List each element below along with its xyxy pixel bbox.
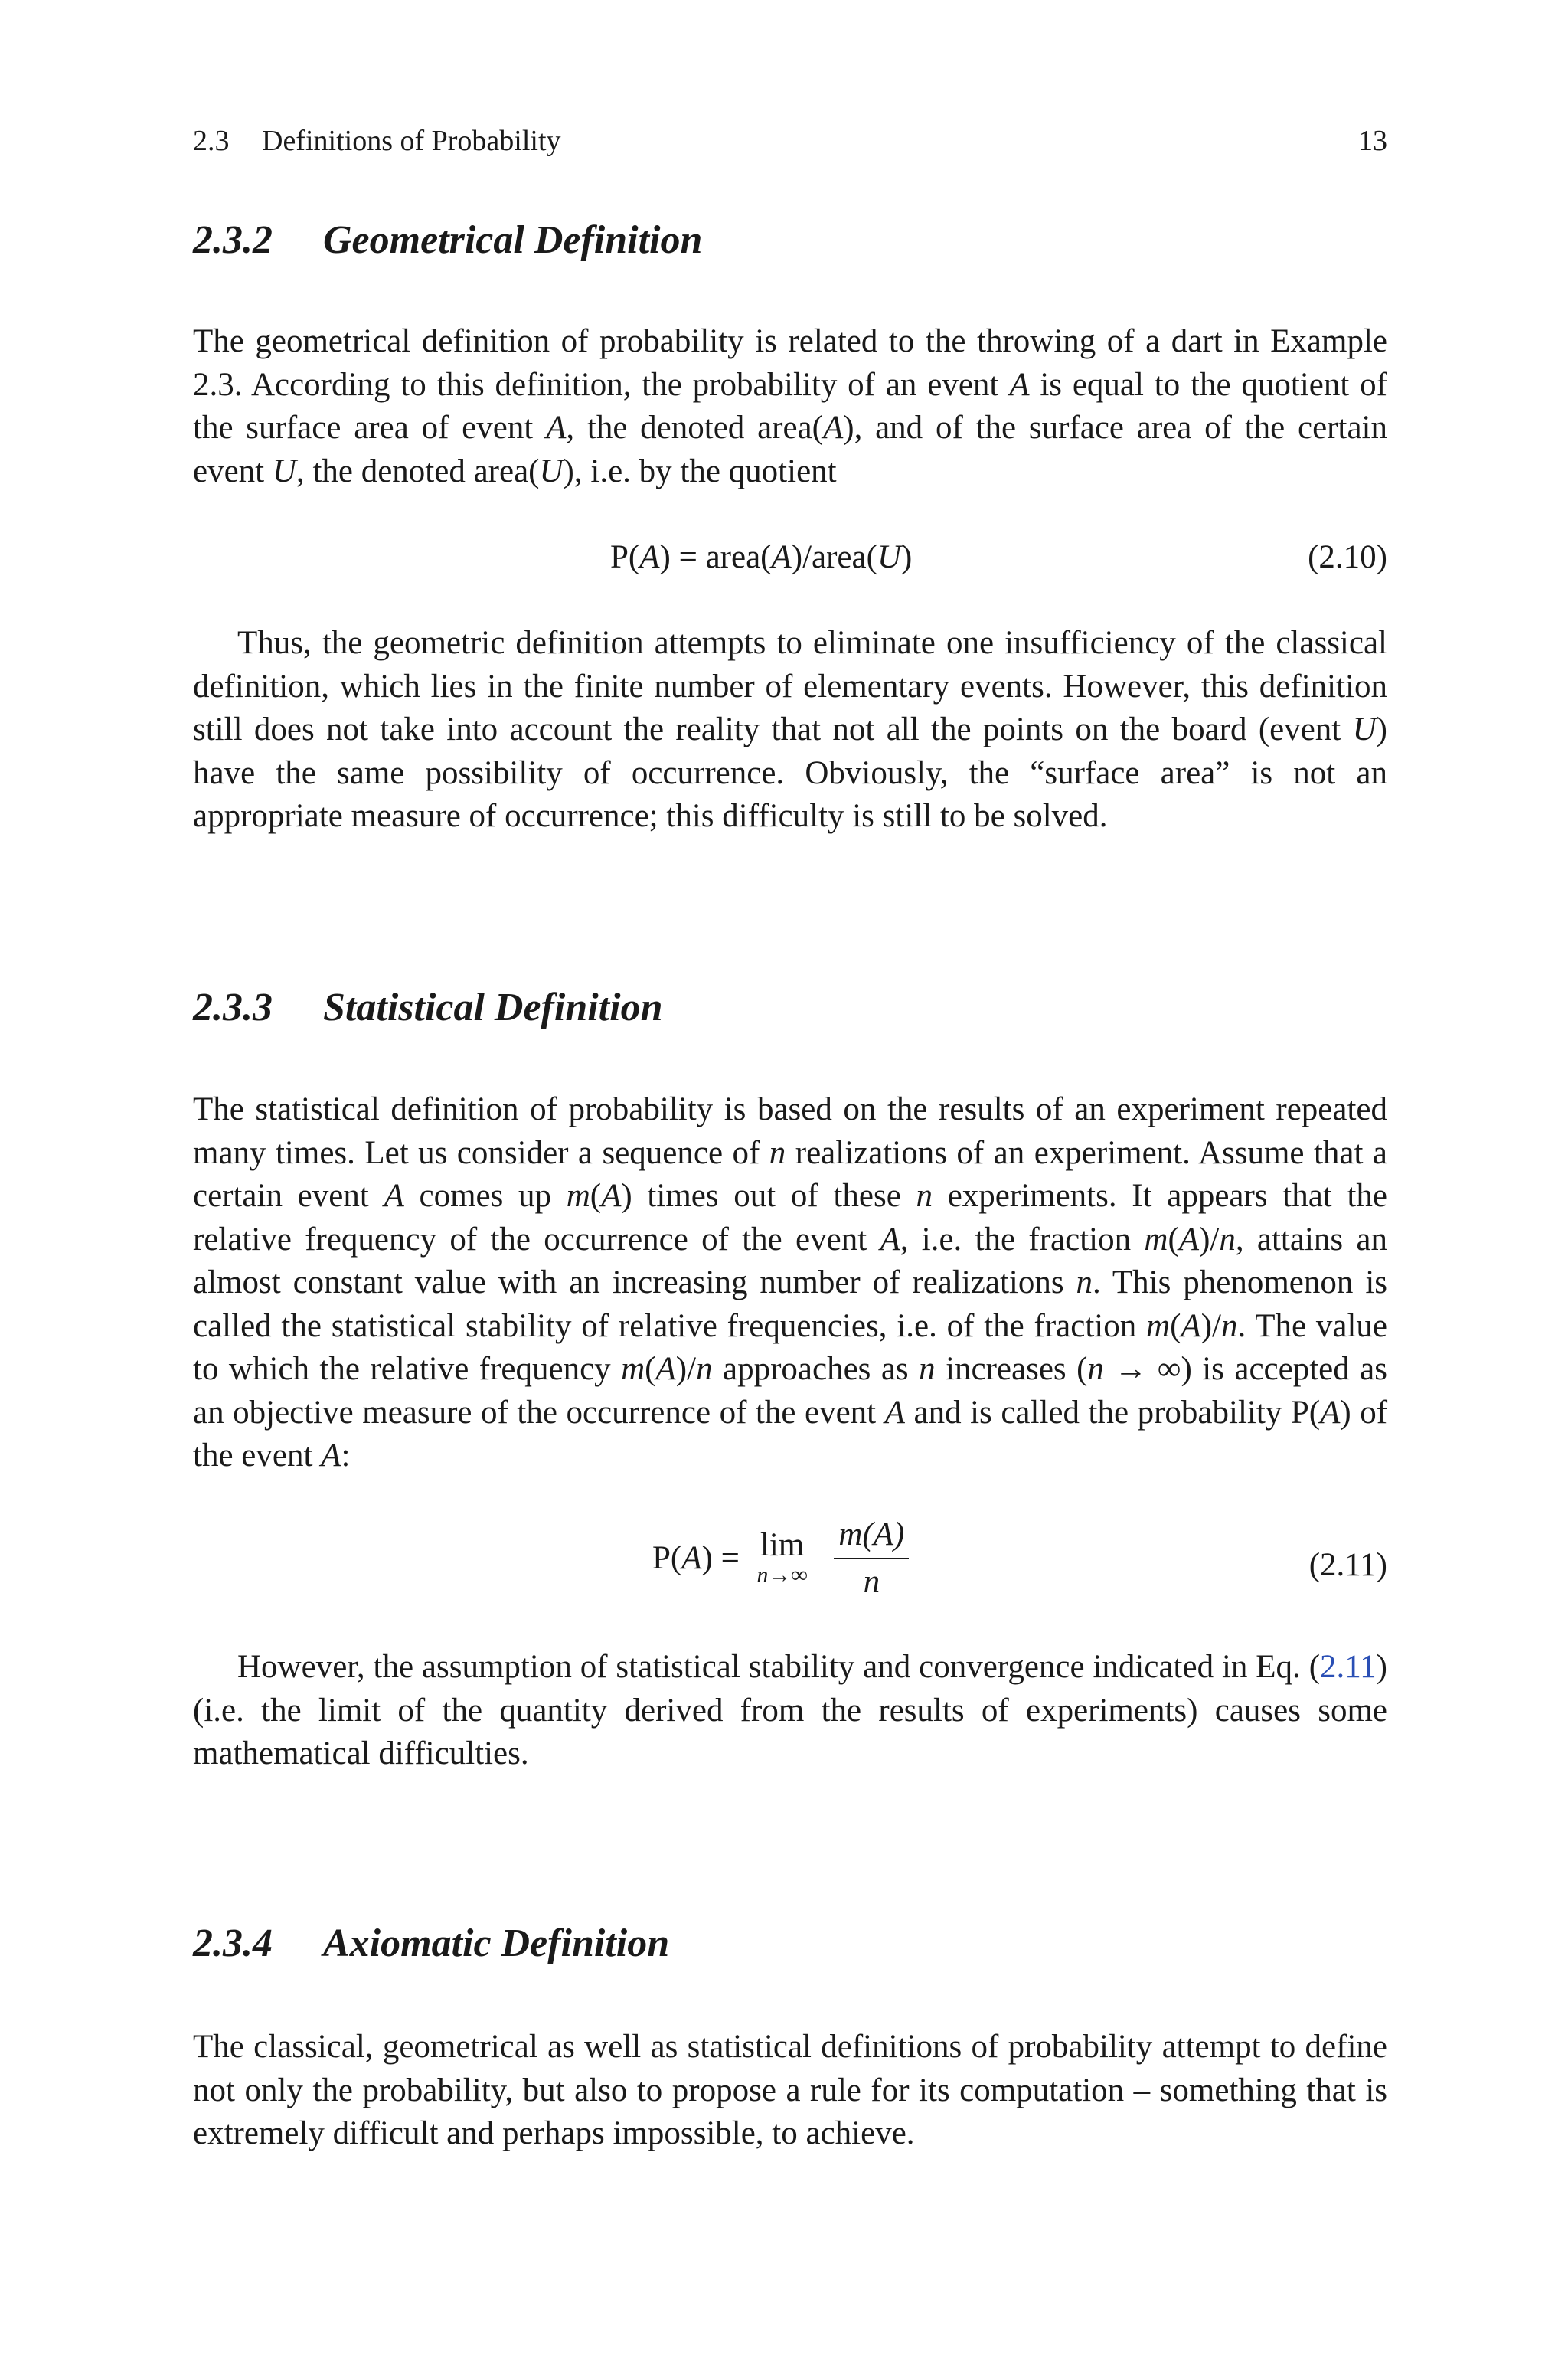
paragraph-geometrical-1: The geometrical definition of probability is related to the throwing of a dart in Example 2.3. According to this definition, the probability of an event A is equal to the quotient of the surface area of event A, the denoted area(A), and of the surface area of the certain event U, the denoted area(U), i.e. by the quotient (193, 323, 1387, 489)
equation-reference-link[interactable]: 2.11 (1320, 1649, 1377, 1685)
section-number: 2.3.3 (193, 986, 273, 1029)
page-number: 13 (1358, 125, 1387, 157)
section-heading-2-3-3 (193, 983, 663, 1032)
fraction-denominator: n (863, 1564, 880, 1600)
section-number: 2.3.4 (193, 1922, 273, 1965)
equation-number: (2.11) (1308, 1547, 1387, 1583)
paragraph-geometrical-2: Thus, the geometric definition attempts to eliminate one insufficiency of the classical definition, which lies in the finite number of elementary events. However, this definition still does not take into account the reality that not all the points on the board (event U) have the same possibility of occurrence. Obviously, the “surface area” is not an appropriate measure of occurrence; this difficulty is still to be solved. (193, 625, 1387, 834)
equation-2-11 (193, 1516, 1387, 1608)
running-head-title: Definitions of Probability (262, 125, 561, 157)
section-title: Geometrical Definition (323, 218, 703, 262)
section-heading-2-3-4 (193, 1919, 669, 1968)
section-title: Statistical Definition (323, 986, 663, 1029)
paragraph-statistical-1: The statistical definition of probability is based on the results of an experiment repeated many times. Let us consider a sequence of n realizations of an experiment. Assume that a certain event A comes up m(A) times out of these n experiments. It appears that the relative frequency of the occurrence of the event A, i.e. the fraction m(A)/n, attains an almost constant value with an increasing number of realizations n. This phenomenon is called the statistical stability of relative frequencies, i.e. of the fraction m(A)/n. The value to which the relative frequency m(A)/n approaches as n increases (n → ∞) is accepted as an objective measure of the occurrence of the event A and is called the probability P(A) of the event A: (193, 1091, 1388, 1474)
section-number: 2.3.2 (193, 218, 273, 262)
paragraph-statistical-2: However, the assumption of statistical stability and convergence indicated in Eq. (2.11) (i.e. the limit of the quantity derived from the results of experiments) causes some mathematical difficulties. (193, 1649, 1387, 1771)
running-head-section: 2.3 (193, 125, 230, 157)
section-title: Axiomatic Definition (323, 1922, 670, 1965)
limit-operator: lim n→∞ (756, 1527, 808, 1588)
fraction-numerator: m(A) (834, 1516, 909, 1559)
equation-2-10-body: P(A) = area(A)/area(U) (610, 539, 913, 575)
equation-number: (2.10) (1308, 539, 1387, 575)
equation-2-11-body: P(A) = lim n→∞ $\frac{m(A)}{n}$ (652, 1516, 909, 1601)
fraction (834, 1516, 909, 1601)
running-head-left (193, 123, 561, 159)
paragraph-axiomatic-1: The classical, geometrical as well as statistical definitions of probability attempt to define not only the probability, but also to propose a rule for its computation – something that is extremely difficult and perhaps impossible, to achieve. (193, 2029, 1387, 2151)
section-heading-2-3-2 (193, 216, 702, 265)
